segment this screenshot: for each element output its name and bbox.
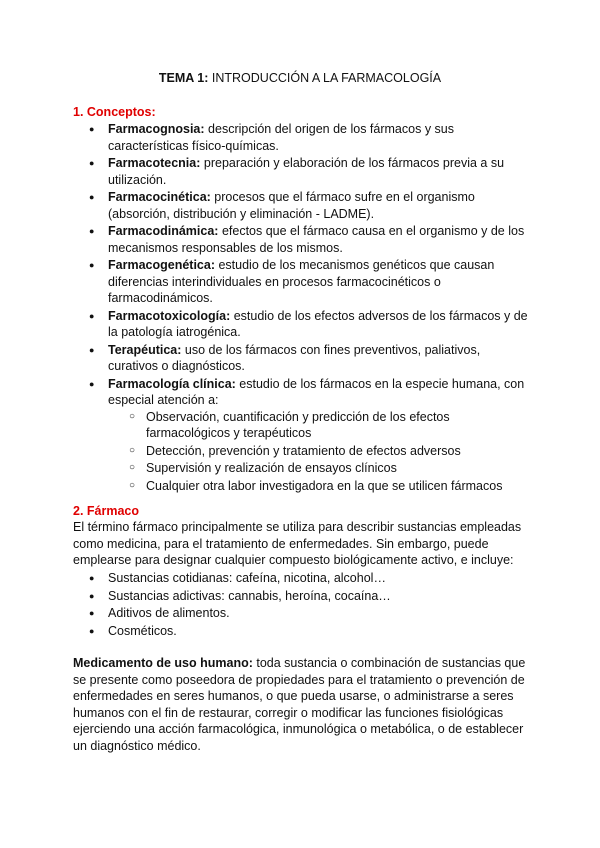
list-item [73, 223, 533, 256]
term: Farmacotoxicología: [108, 308, 231, 323]
term-description: uso de los fármacos con fines preventivos, paliativos, curativos o diagnósticos. [108, 342, 481, 373]
list-item [73, 121, 533, 154]
list-item: ● Cosméticos. [73, 623, 533, 640]
definition-text: toda sustancia o combinación de sustancias que se presente como poseedora de propiedades para el tratamiento o prevención de enfermedades en seres humanos, o que pueda usarse, o administrarse a seres humanos con el fin de restaurar, corregir o modificar las funciones fisiológicas ejerciendo una acción farmacológica, inmunológica o metabólica, o de establecer un diagnóstico médico. [73, 656, 526, 753]
drug-types-list [73, 570, 533, 640]
list-item [73, 308, 533, 341]
term-description: descripción del origen de los fármacos y sus características físico-químicas. [108, 122, 454, 153]
list-item [73, 376, 533, 495]
page-title [0, 70, 600, 86]
term: Farmacología clínica: [108, 376, 236, 391]
concepts-list [73, 121, 533, 495]
list-item [73, 189, 533, 222]
clinical-pharmacology-sublist [108, 409, 533, 495]
sub-list-item: ○ Cualquier otra labor investigadora en la que se utilicen fármacos [108, 478, 533, 495]
title-bold: TEMA 1: [158, 71, 209, 85]
sub-list-item: ○ Observación, cuantificación y predicción de los efectos farmacológicos y terapéuticos [108, 409, 533, 442]
term: Farmacognosia: [108, 122, 205, 136]
title-rest: INTRODUCCIÓN A LA FARMACOLOGÍA [208, 71, 442, 85]
term-description: estudio de los fármacos en la especie humana, con especial atención a: [108, 376, 525, 407]
sub-list-item: ○ Supervisión y realización de ensayos clínicos [108, 460, 533, 477]
section-1-heading: 1. Conceptos: [73, 105, 156, 119]
term: Terapéutica: [108, 342, 182, 357]
list-item: ● Aditivos de alimentos. [73, 605, 533, 622]
section-2-heading: 2. Fármaco [73, 504, 140, 518]
term-description: estudio de los mecanismos genéticos que causan diferencias interindividuales en procesos farmacocinéticos o farmacodinámicos. [108, 258, 495, 305]
term-description: efectos que el fármaco causa en el organismo y de los mecanismos responsables de los mismos. [108, 224, 525, 255]
list-item [73, 342, 533, 375]
term-description: procesos que el fármaco sufre en el organismo (absorción, distribución y eliminación - LADME). [108, 190, 475, 221]
term: Farmacotecnia: [108, 156, 201, 170]
section-2-intro: El término fármaco principalmente se utiliza para describir sustancias empleadas como medicina, para el tratamiento de enfermedades. Sin embargo, puede emplearse para designar cualquier compuesto biológicamente activo, e incluye: [73, 520, 522, 567]
list-item [73, 155, 533, 188]
term: Farmacodinámica: [108, 224, 219, 238]
list-item [73, 257, 533, 307]
medicine-definition [73, 655, 533, 754]
definition-term: Medicamento de uso humano: [73, 656, 253, 670]
term-description: estudio de los efectos adversos de los fármacos y de la patología iatrogénica. [108, 308, 528, 339]
term-description: preparación y elaboración de los fármacos previa a su utilización. [108, 156, 505, 187]
term: Farmacogenética: [108, 258, 215, 272]
sub-list-item: ○ Detección, prevención y tratamiento de efectos adversos [108, 443, 533, 460]
term: Farmacocinética: [108, 190, 211, 204]
list-item: ● Sustancias cotidianas: cafeína, nicotina, alcohol… [73, 570, 533, 587]
list-item: ● Sustancias adictivas: cannabis, heroína, cocaína… [73, 588, 533, 605]
